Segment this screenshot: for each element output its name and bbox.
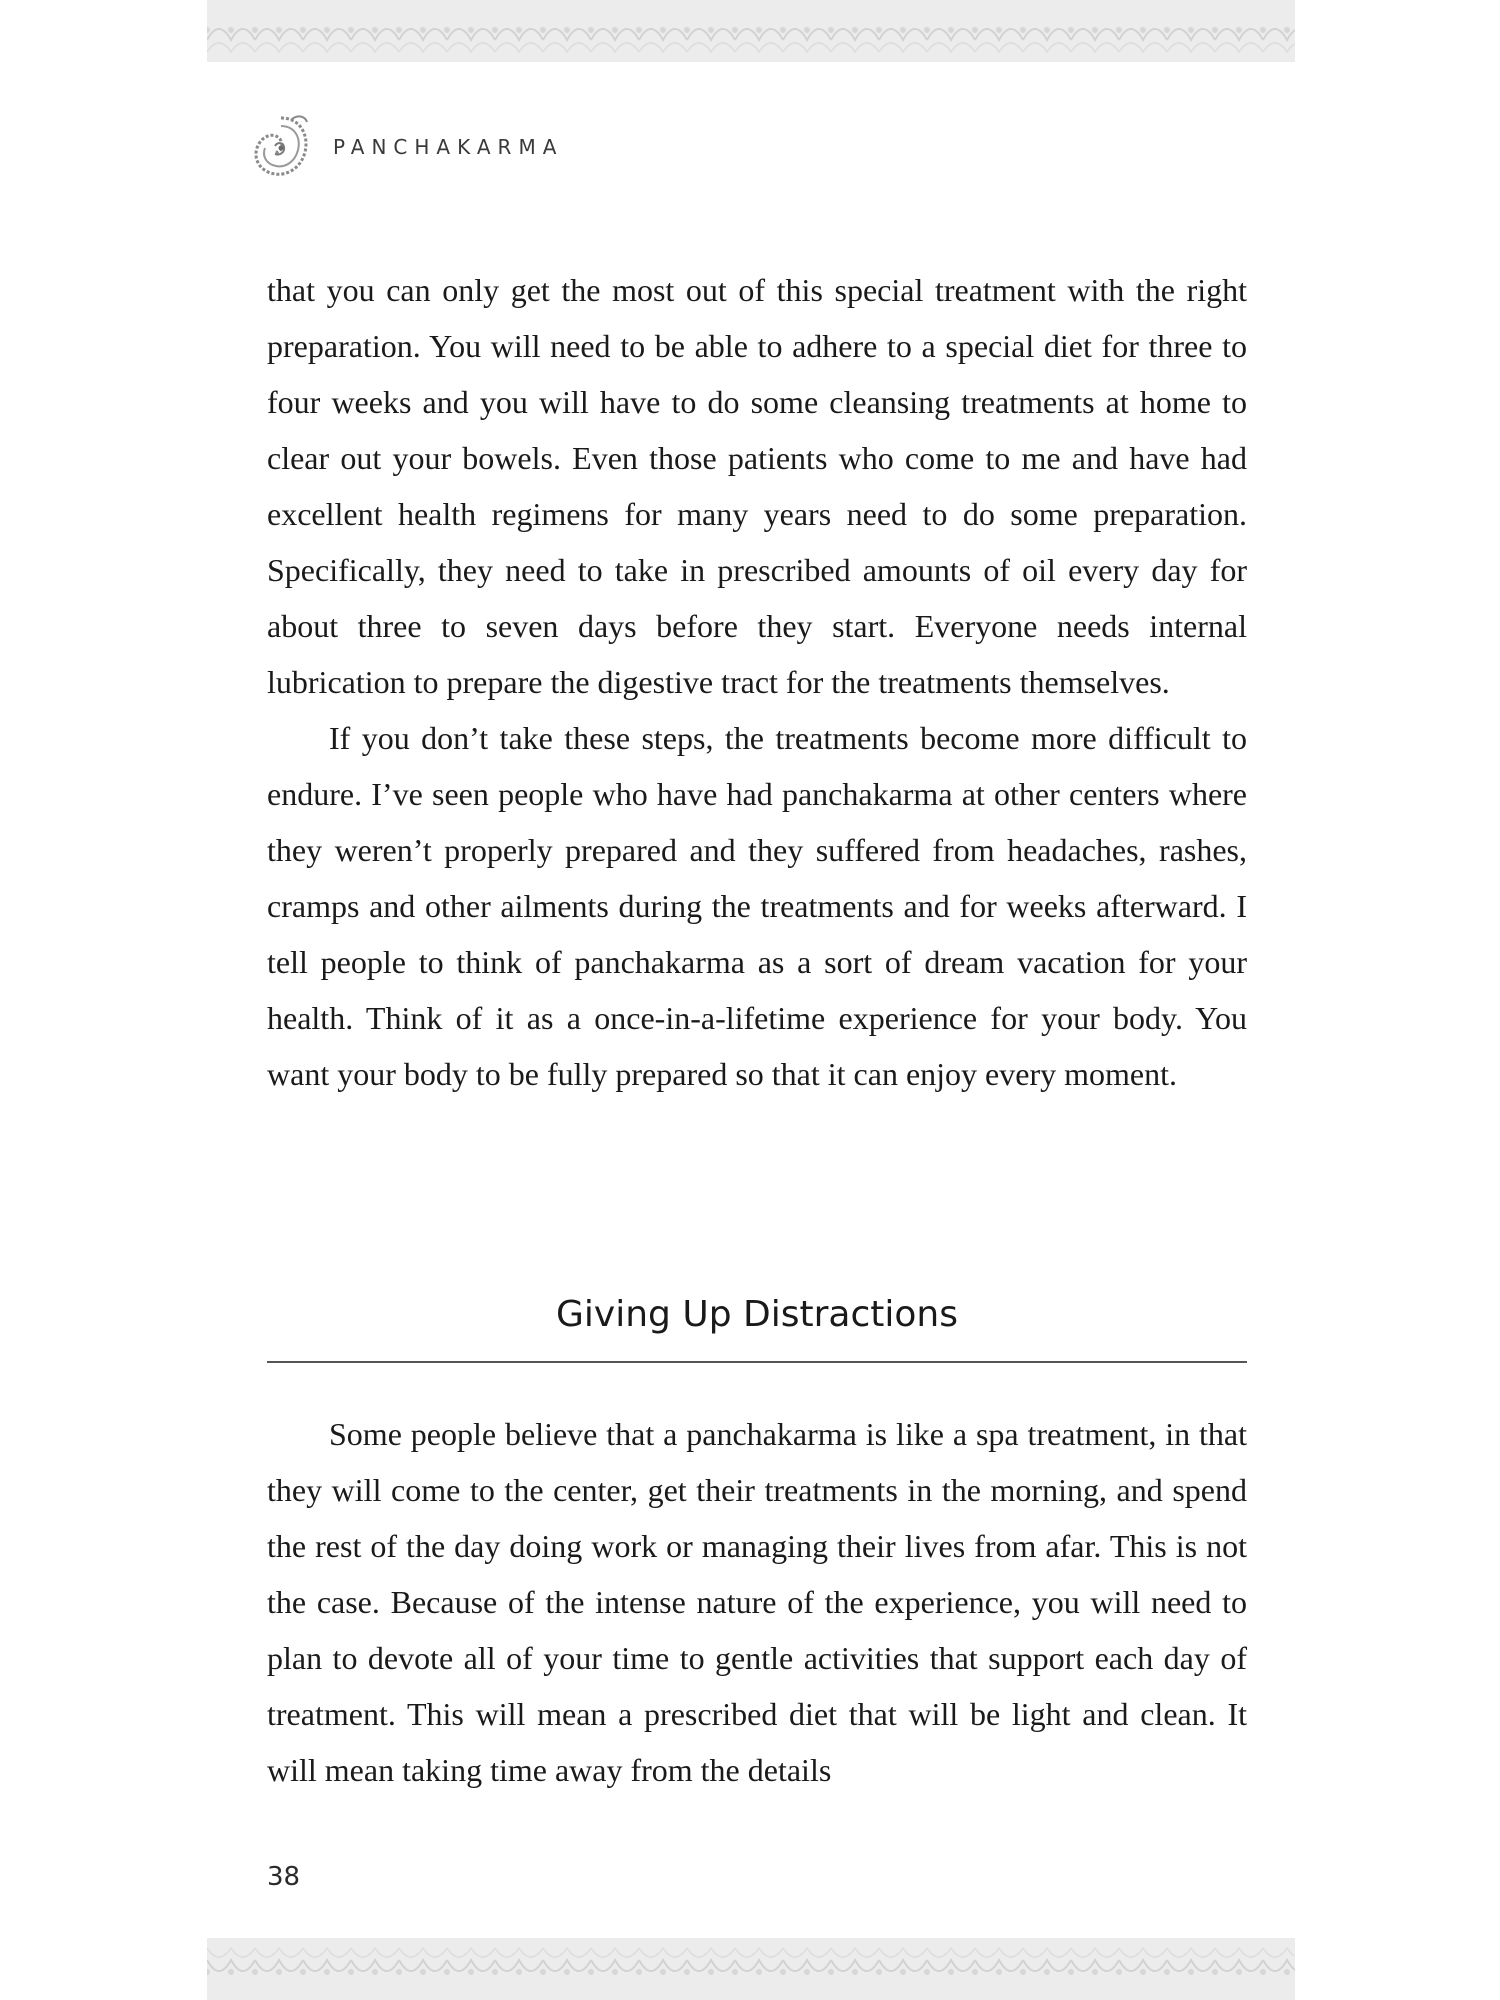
paragraph: If you don’t take these steps, the treatments become more difficult to endure. I’ve seen people who have had panchakarma at other centers where they weren’t properly prepared and they suffered from headaches, rashes, cramps and other ailments during the treatments and for weeks afterward. I tell people to think of panchakarma as a sort of dream vacation for your health. Think of it as a once-in-a-lifetime experience for your body. You want your body to be fully prepared so that it can enjoy every moment. — [267, 720, 1247, 1092]
body-text-bottom — [267, 1406, 1247, 1798]
page-number: 38 — [267, 1862, 301, 1892]
paragraph: Some people believe that a panchakarma is like a spa treatment, in that they will come to the center, get their treatments in the morning, and spend the rest of the day doing work or managing their lives from afar. This is not the case. Because of the intense nature of the experience, you will need to plan to devote all of your time to gentle activities that support each day of treatment. This will mean a prescribed diet that will be light and clean. It will mean taking time away from the details — [267, 1416, 1247, 1788]
top-decorative-border — [207, 0, 1295, 62]
paragraph-continuation: that you can only get the most out of this special treatment with the right preparation. You will need to be able to adhere to a special diet for three to four weeks and you will have to do some cleansing treatments at home to clear out your bowels. Even those patients who come to me and have had excellent health regimens for many years need to do some preparation. Specifically, they need to take in prescribed amounts of oil every day for about three to seven days before they start. Everyone needs internal lubrication to prepare the digestive tract for the treatments themselves. — [267, 272, 1247, 700]
body-text-top — [267, 262, 1247, 1102]
running-head — [247, 112, 563, 182]
book-page — [207, 0, 1295, 2000]
running-head-title: PANCHAKARMA — [333, 135, 564, 159]
bottom-decorative-border — [207, 1938, 1295, 2000]
section-heading: Giving Up Distractions — [556, 1294, 958, 1335]
paisley-icon — [247, 112, 315, 182]
heading-rule — [267, 1361, 1247, 1363]
